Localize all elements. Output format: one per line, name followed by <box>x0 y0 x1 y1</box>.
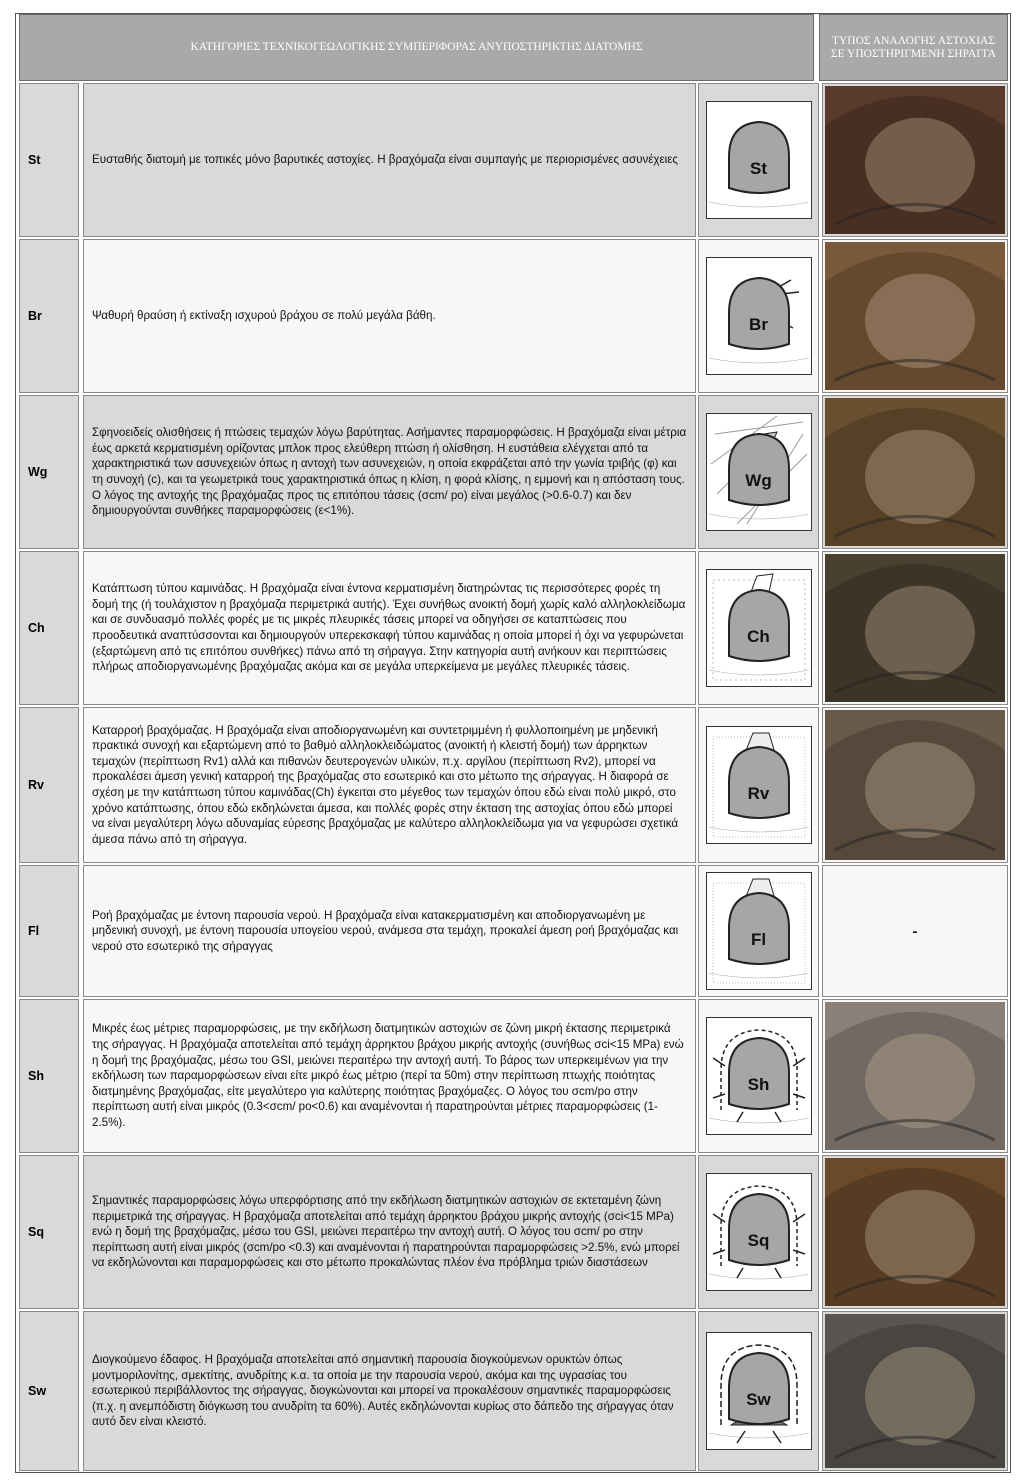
tunnel-section-icon <box>706 1173 812 1291</box>
diagram-label: Wg <box>745 471 772 490</box>
description-text: Σφηνοειδείς ολισθήσεις ή πτώσεις τεμαχών λόγω βαρύτητας. Ασήμαντες παραμορφώσεις. Η βραχόμαζα είναι μέτρια έως αρκετά κερματισμένη ορίζοντας μπλοκ προς ελεύθερη πτώση ή ολίσθηση. Η ευστάθεια ελέγχεται από τα χαρακτηριστικά των ασυνεχειών όπως η αντοχή των ασυνεχειών, η οποία εκφράζεται από την γωνία τριβής (φ) και τη συνοχή (c), και τα γεωμετρικά τους χαρακτηριστικά όπως η κλίση, η φορά κλίσης, η εμμονή και η απόσταση τους. Ο λόγος της αντοχής της βραχόμαζας προς τις επιτόπου τάσεις (σcm/ po) είναι μεγάλος (>0.6-0.7) και δεν δημιουργούνται συνθήκες παραμορφώσεις (ε<1%). <box>92 426 687 518</box>
no-photo-dash: - <box>912 923 918 939</box>
diagram-label: Sh <box>747 1075 770 1094</box>
category-description <box>83 1155 696 1309</box>
failure-photo <box>822 551 1008 705</box>
table-row <box>19 865 1008 997</box>
table-row <box>19 1155 1008 1309</box>
category-description <box>83 1311 696 1471</box>
description-text: Ψαθυρή θραύση ή εκτίναξη ισχυρού βράχου σε πολύ μεγάλα βάθη. <box>92 309 436 323</box>
description-text: Διογκούμενο έδαφος. Η βραχόμαζα αποτελείται από σημαντική παρουσία διογκούμενων ορυκτών όπως μοντμοριλονίτης, σμεκτίτης, ανυδρίτης κ.α. τα οποία με την παρουσία νερού, ακόμα και της υγρασίας του εσωτερικού περιβάλλοντος της σήραγγας, διογκώνονται και μπορεί να προκαλέσουν σημαντικές παραμορφώσεις (π.χ. η ανεμπόδιστη διόγκωση του ανυδρίτη τα 60%). Αυτές εκδηλώνονται κυρίως στο δάπεδο της σήραγγας όταν αυτό δεν είναι κλειστό. <box>92 1353 674 1429</box>
category-code: Br <box>19 239 79 393</box>
diagram-label: Sw <box>746 1390 771 1409</box>
description-text: Ευσταθής διατομή με τοπικές μόνο βαρυτικές αστοχίες. Η βραχόμαζα είναι συμπαγής με περιορισμένες ασυνέχειες <box>92 153 678 167</box>
category-description <box>83 865 696 997</box>
tunnel-section-icon <box>706 413 812 531</box>
category-description <box>83 83 696 237</box>
diagram-label: Br <box>749 315 768 334</box>
tunnel-section-icon <box>706 569 812 687</box>
category-description <box>83 999 696 1153</box>
failure-photo <box>822 1311 1008 1471</box>
behavior-diagram <box>698 239 819 393</box>
behavior-diagram <box>698 83 819 237</box>
category-code: Ch <box>19 551 79 705</box>
table-row <box>19 1311 1008 1471</box>
category-code: Rv <box>19 707 79 863</box>
diagram-label: St <box>750 159 767 178</box>
table-row <box>19 551 1008 705</box>
behavior-diagram <box>698 1155 819 1309</box>
category-description <box>83 239 696 393</box>
category-code: Sq <box>19 1155 79 1309</box>
tunnel-section-icon <box>706 872 812 990</box>
behavior-diagram <box>698 999 819 1153</box>
diagram-label: Fl <box>750 930 767 949</box>
diagram-label: Sq <box>747 1231 770 1250</box>
failure-photo <box>822 395 1008 549</box>
failure-photo <box>822 239 1008 393</box>
tunnel-section-icon <box>706 1332 812 1450</box>
category-description <box>83 707 696 863</box>
table-row <box>19 707 1008 863</box>
category-description <box>83 395 696 549</box>
behavior-diagram <box>698 551 819 705</box>
tunnel-section-icon <box>706 257 812 375</box>
table-header-main: ΚΑΤΗΓΟΡΙΕΣ ΤΕΧΝΙΚΟΓΕΩΛΟΓΙΚΗΣ ΣΥΜΠΕΡΙΦΟΡΑΣ ΑΝΥΠΟΣΤΗΡΙΚΤΗΣ ΔΙΑΤΟΜΗΣ <box>19 14 814 81</box>
tunnel-section-icon <box>706 101 812 219</box>
failure-photo <box>822 707 1008 863</box>
behavior-diagram <box>698 707 819 863</box>
failure-photo <box>822 1155 1008 1309</box>
description-text: Κατάπτωση τύπου καμινάδας. Η βραχόμαζα είναι έντονα κερματισμένη διατηρώντας τις περισσότερες φορές τη δομή της (ή τουλάχιστον η βραχόμαζα περιμετρικά αυτής). Έχει συνήθως ανοικτή δομή χωρίς καλό αλληλοκλείδωμα και σε συνδυασμό πολλές φορές με τις μικρές πλευρικές τάσεις μπορεί να οδηγήσει σε καταπτώσεις που προοδευτικά αναπτύσσονται και δημιουργούν υπερεκσκαφή τύπου καμινάδας η οποία μπορεί ή όχι να γεφυρώνεται (εξαρτώμενη από τις επιτόπου συνθήκες) πάνω από τη σήραγγα. Στην κατηγορία αυτή ανήκουν και περιπτώσεις πλήρως αποδιοργανωμένης βραχόμαζας ακόμα και σε μεγάλα υπερκείμενα με μεγάλες πλευρικές τάσεις. <box>92 582 686 674</box>
category-code: St <box>19 83 79 237</box>
category-description <box>83 551 696 705</box>
table-header-image-column: ΤΥΠΟΣ ΑΝΑΛΟΓΗΣ ΑΣΤΟΧΙΑΣ ΣΕ ΥΠΟΣΤΗΡΙΓΜΕΝΗ ΣΗΡΑΓΓΑ <box>819 14 1008 81</box>
category-code: Sh <box>19 999 79 1153</box>
classification-table <box>15 13 1011 1473</box>
diagram-label: Rv <box>747 784 770 803</box>
description-text: Σημαντικές παραμορφώσεις λόγω υπερφόρτισης από την εκδήλωση διατμητικών αστοχιών σε εκτεταμένη ζώνη περιμετρικά της σήραγγας. Η βραχόμαζα αποτελείται από τεμάχη άρρηκτου βράχου μικρής αντοχής (σci<15 MPa) ενώ η δομή της βραχόμαζας, μέσω του GSI, μειώνει περαιτέρω την αντοχή αυτή. Ο λόγος του σcm/ po στην περίπτωση αυτή είναι μικρός (σcm/po <0.3) και αναμένονται ή παρατηρούνται παραμορφώσεις >2.5%, ενώ μπορεί να εκδηλώνονται και παραμορφώσεις και στο μέτωπο προκαλώντας πλέον ένα πρόβλημα τριών διαστάσεων <box>92 1194 680 1270</box>
diagram-label: Ch <box>747 627 770 646</box>
behavior-diagram <box>698 1311 819 1471</box>
category-code: Wg <box>19 395 79 549</box>
behavior-diagram <box>698 865 819 997</box>
failure-photo <box>822 999 1008 1153</box>
table-row <box>19 999 1008 1153</box>
description-text: Καταρροή βραχόμαζας. Η βραχόμαζα είναι αποδιοργανωμένη και συντετριμμένη ή φυλλοποιημένη με μηδενική πρακτικά συνοχή και εξαρτώμενη από το βαθμό αλληλοκλειδώματος (ανοικτή ή κλειστή δομή) των άρρηκτων τεμαχών (περίπτωση Rv1) αλλά και πιθανών δευτερογενών υλικών, π.χ. αργίλου (περίπτωση Rv2), μπορεί να προκαλέσει άμεση γενική καταρροή της βραχόμαζας στο εσωτερικό και στο μέτωπο της σήραγγας. Η διαφορά σε σχέση με την κατάπτωση τύπου καμινάδας(Ch) έγκειται στο μέγεθος των τεμαχών όπου εδώ είναι πολύ μικρό, στο χρόνο κατάπτωσης, όπου εδώ εκδηλώνεται άμεσα, και πολλές φορές στην έκταση της αστοχίας όπου εδώ μπορεί να είναι μεγαλύτερη λόγω αδυναμίας εύρεσης βραχόμαζας με καλύτερο αλληλοκλείδωμα για να γεφυρώσει σχετικά άμεσα πάνω από τη σήραγγα. <box>92 723 679 846</box>
tunnel-section-icon <box>706 726 812 844</box>
category-code: Sw <box>19 1311 79 1471</box>
category-code: Fl <box>19 865 79 997</box>
table-row <box>19 395 1008 549</box>
description-text: Ροή βραχόμαζας με έντονη παρουσία νερού. Η βραχόμαζα είναι κατακερματισμένη και αποδιοργανωμένη με μηδενική συνοχή, με έντονη παρουσία υπογείου νερού, ανάμεσα στα τεμάχη, προκαλεί άμεση ροή βραχόμαζας και νερού στο εσωτερικό της σήραγγας <box>92 908 679 953</box>
behavior-diagram <box>698 395 819 549</box>
table-row <box>19 83 1008 237</box>
failure-photo <box>822 83 1008 237</box>
table-row <box>19 239 1008 393</box>
tunnel-section-icon <box>706 1017 812 1135</box>
failure-photo <box>822 865 1008 997</box>
description-text: Μικρές έως μέτριες παραμορφώσεις, με την εκδήλωση διατμητικών αστοχιών σε ζώνη μικρή έκτασης περιμετρικά της σήραγγας. Η βραχόμαζα αποτελείται από τεμάχη άρρηκτου βράχου μικρής αντοχής (συνήθως σci<15 MPa) ενώ η δομή της βραχόμαζας, μέσω του GSI, μειώνει περαιτέρω την αντοχή αυτή. Το βάρος των υπερκειμένων για την εκδήλωση των παραμορφώσεων είναι είτε μικρό έως μέτριο (περί τα 50m) στην περίπτωση πτωχής ποιότητας διατμημένης βραχόμαζας, είτε μεγαλύτερο για καλύτερης ποιότητας βραχόμαζες. Ο λόγος του σcm/po στην περίπτωση αυτή είναι μικρός (0.3<σcm/ po<0.6) και αναμένονται ή παρατηρούνται μέτριες παραμορφώσεις (1-2.5%). <box>92 1022 684 1129</box>
